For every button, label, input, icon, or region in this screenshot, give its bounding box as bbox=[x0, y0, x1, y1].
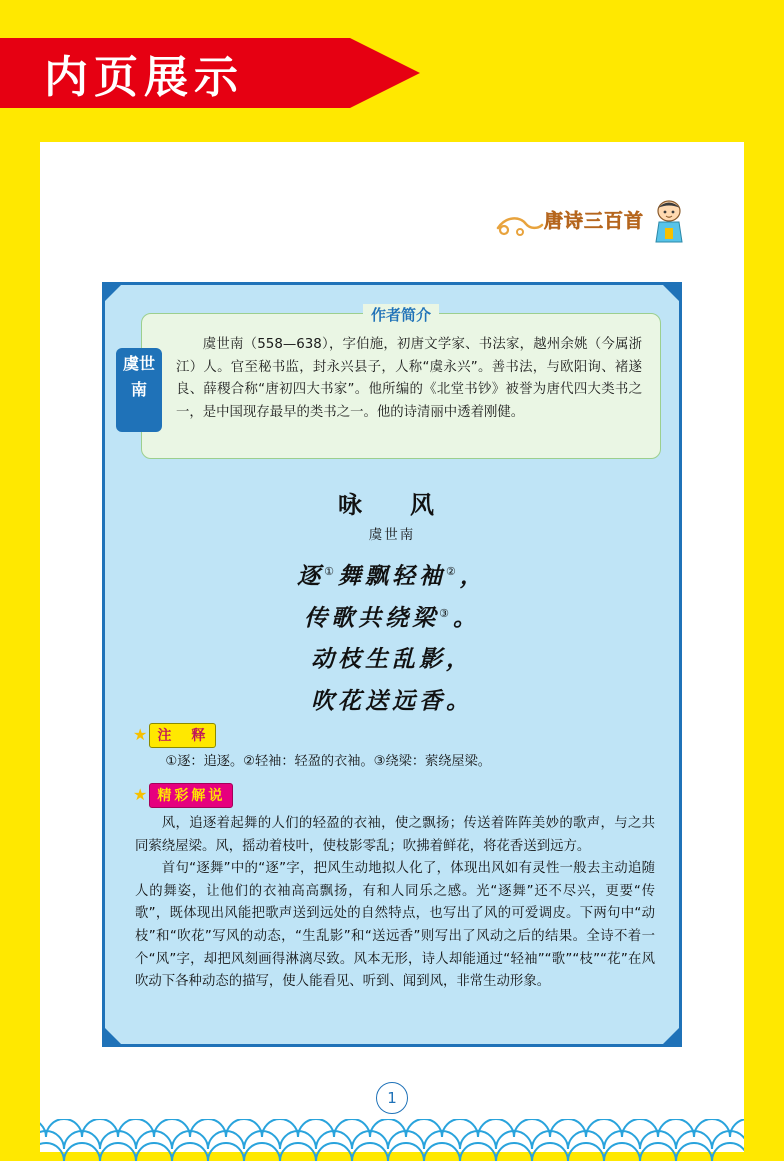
logo-title: 唐诗三百首 bbox=[544, 210, 645, 232]
wave-decoration bbox=[40, 1119, 744, 1161]
explanation-paragraph: 首句“逐舞”中的“逐”字，把风生动地拟人化了，体现出风如有灵性一般去主动追随人的舞姿，让他们的衣袖高高飘扬，有和人同乐之感。光“逐舞”还不尽兴，更要“传歌”，既体现出风能把歌声送到远处的自然特点，也写出了风的可爱调皮。下两句中“动枝”和“吹花”写风的动态，“生乱影”和“送远香”则写出了风动之后的结果。全诗不着一个“风”字，却把风刻画得淋漓尽致。风本无形，诗人却能通过“轻袖”“歌”“枝”“花”在风吹动下各种动态的描写，使人能看见、听到、闻到风，非常生动形象。 bbox=[135, 861, 655, 990]
author-intro-text: 虞世南（558—638），字伯施，初唐文学家、书法家，越州余姚（今属浙江）人。官至秘书监，封永兴县子，人称“虞永兴”。善书法，与欧阳询、褚遂良、薛稷合称“唐初四大书家”。他所编的《北堂书钞》被誉为唐代四大类书之一，是中国现存最早的类书之一。他的诗清丽中透着刚健。 bbox=[176, 337, 642, 420]
banner-label: 内页展示 bbox=[44, 52, 244, 103]
page-number: 1 bbox=[376, 1082, 408, 1114]
poem-line: 传歌共绕梁③。 bbox=[304, 604, 480, 632]
page-sheet bbox=[40, 142, 744, 1152]
explanation-text bbox=[135, 813, 655, 994]
poem-lines bbox=[105, 553, 679, 720]
book-logo bbox=[496, 198, 686, 250]
corner-ornament-bottom-left bbox=[105, 1028, 121, 1044]
poem-title: 咏 风 bbox=[338, 490, 446, 519]
explanation-heading bbox=[133, 785, 233, 806]
author-name-tab: 虞世南 bbox=[116, 348, 162, 432]
corner-ornament-bottom-right bbox=[663, 1028, 679, 1044]
poem-line: 动枝生乱影， bbox=[311, 645, 473, 673]
corner-ornament-top-right bbox=[663, 285, 679, 301]
notes-heading bbox=[133, 725, 216, 746]
notes-text: ①逐：追逐。②轻袖：轻盈的衣袖。③绕梁：萦绕屋梁。 bbox=[165, 754, 491, 769]
notes-heading-label: 注 释 bbox=[149, 723, 216, 748]
explanation-heading-label: 精彩解说 bbox=[149, 783, 233, 808]
poem-line: 吹花送远香。 bbox=[311, 687, 473, 715]
author-intro-heading: 作者简介 bbox=[363, 304, 439, 325]
author-intro-box bbox=[122, 306, 661, 459]
kid-mascot-icon bbox=[652, 198, 686, 244]
poem-author: 虞世南 bbox=[368, 527, 416, 543]
banner bbox=[0, 38, 420, 108]
explanation-paragraph: 风，追逐着起舞的人们的轻盈的衣袖，使之飘扬；传送着阵阵美妙的歌声，与之共同萦绕屋梁。风，摇动着枝叶，使枝影零乱；吹拂着鲜花，将花香送到远方。 bbox=[135, 816, 655, 854]
corner-ornament-top-left bbox=[105, 285, 121, 301]
wave-pattern-icon bbox=[40, 1119, 744, 1161]
star-icon: ★ bbox=[133, 786, 148, 804]
content-frame bbox=[102, 282, 682, 1047]
star-icon: ★ bbox=[133, 726, 148, 744]
poem-line: 逐①舞飘轻袖②， bbox=[297, 562, 487, 590]
